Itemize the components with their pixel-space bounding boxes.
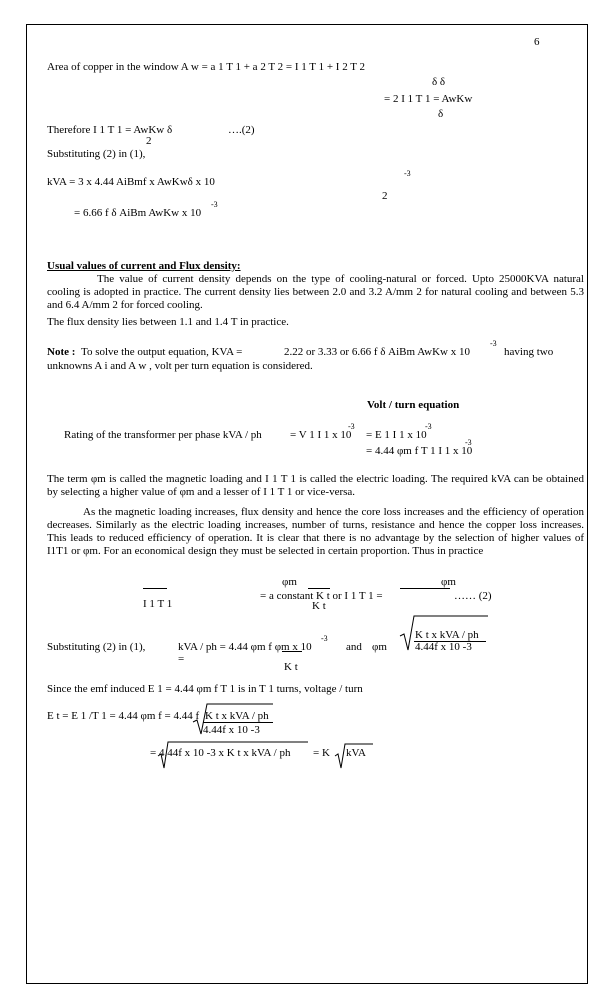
rating-equation-1: = V 1 I 1 x 10 — [290, 429, 352, 441]
ratio-label: …… (2) — [454, 590, 492, 602]
ratio-left-denominator: I 1 T 1 — [143, 598, 173, 610]
page-number: 6 — [534, 36, 540, 48]
equation-label-2: ….(2) — [228, 124, 255, 136]
copper-area-delta: δ δ — [432, 76, 446, 88]
ratio-phi-numerator: φm — [282, 576, 297, 588]
sqrt-sign-3 — [158, 740, 310, 770]
therefore-denominator: 2 — [146, 135, 152, 147]
rating-exponent-3: -3 — [465, 438, 472, 447]
ratio-kt-fraction-bar — [308, 588, 330, 589]
final-equation: = 4.44f x 10 -3 x K t x kVA / ph — [150, 747, 291, 759]
rating-equation-2: = E 1 I 1 x 10 — [366, 429, 427, 441]
sqrt-denominator-2: 4.44f x 10 -3 — [203, 724, 260, 736]
ratio-equation: = a constant K t or I 1 T 1 = — [260, 590, 383, 602]
copper-area-equation: Area of copper in the window A w = a 1 T 1 + a 2 T 2 = I 1 T 1 + I 2 T 2 — [47, 61, 366, 73]
copper-area-delta2: δ — [438, 108, 444, 120]
ratio-left-fraction-bar — [143, 588, 167, 589]
kva-simplified-exponent: -3 — [211, 200, 218, 209]
phi-m-label: φm — [372, 641, 387, 653]
current-density-paragraph: The value of current density depends on the type of cooling-natural or forced. Upto 25000KVA natural cooling is adopted in practice. The current density lies between 2.0 and 3.2 A/mm 2 for natural cooling and between 5.3 and 6.4 A/mm 2 for forced cooling. — [47, 273, 584, 311]
note-exponent: -3 — [490, 339, 497, 348]
therefore-equation: Therefore I 1 T 1 = AwKw δ — [47, 124, 173, 136]
magnetic-loading-paragraph: As the magnetic loading increases, flux density and hence the core loss increases and the efficiency of operation decreases. Similarly as the electric loading increases, number of turns, resistance and hence the copper loss increases. This leads to reduced efficiency of operation. It is clear that there is no advantage by the selection of higher values of I1T1 or φm. For an economical design they must be selected in certain proportion. Thus in practice — [47, 506, 584, 557]
substituting-text-2: Substituting (2) in (1), — [47, 641, 146, 653]
sqrt-denominator-1: 4.44f x 10 -3 — [415, 641, 472, 653]
final-k: = K — [313, 747, 330, 759]
usual-values-heading: Usual values of current and Flux density: — [47, 260, 241, 272]
kva-equation: kVA = 3 x 4.44 AiBmf x AwKwδ x 10 — [47, 176, 215, 188]
final-kva: kVA — [346, 747, 366, 759]
substituting-text: Substituting (2) in (1), — [47, 148, 146, 160]
kva-ph-equals: = — [178, 653, 185, 665]
note-tail: having two — [504, 346, 554, 358]
emf-line: Since the emf induced E 1 = 4.44 φm f T 1 is in T 1 turns, voltage / turn — [47, 683, 363, 695]
page-frame — [26, 24, 588, 984]
rating-exponent-2: -3 — [425, 422, 432, 431]
kva-ph-fraction-bar — [282, 651, 302, 652]
note-equation: 2.22 or 3.33 or 6.66 f δ AiBm AwKw x 10 — [284, 346, 470, 358]
ratio-kt-denominator: K t — [312, 600, 326, 612]
copper-area-result: = 2 I 1 T 1 = AwKw — [384, 93, 473, 105]
volt-turn-heading: Volt / turn equation — [367, 399, 460, 411]
note-label: Note : — [47, 346, 76, 358]
kva-denominator: 2 — [382, 190, 388, 202]
kva-ph-kt: K t — [284, 661, 298, 673]
kva-simplified: = 6.66 f δ AiBm AwKw x 10 — [74, 207, 202, 219]
ratio-right-fraction-bar — [400, 588, 450, 589]
loading-paragraph: The term φm is called the magnetic loading and I 1 T 1 is called the electric loading. The required kVA can be obtained by selecting a higher value of φm and a lesser of I 1 T 1 or vice-versa. — [47, 473, 584, 498]
kva-ph-equation: kVA / ph = 4.44 φm f φm x 10 — [178, 641, 312, 653]
ratio-phi-numerator-2: φm — [441, 576, 456, 588]
kva-exponent: -3 — [404, 169, 411, 178]
sqrt-fraction-bar-2 — [203, 722, 273, 723]
rating-equation-3: = 4.44 φm f T 1 I 1 x 10 — [366, 445, 473, 457]
and-text: and — [346, 641, 362, 653]
rating-exponent-1: -3 — [348, 422, 355, 431]
note-line2: unknowns A i and A w , volt per turn equation is considered. — [47, 360, 313, 372]
note-text: To solve the output equation, KVA = — [81, 346, 243, 358]
kva-ph-exponent: -3 — [321, 634, 328, 643]
sqrt-numerator-2: K t x kVA / ph — [205, 710, 269, 722]
flux-density-text: The flux density lies between 1.1 and 1.4 T in practice. — [47, 316, 289, 328]
rating-label: Rating of the transformer per phase kVA / ph — [64, 429, 262, 441]
sqrt-numerator-1: K t x kVA / ph — [415, 629, 479, 641]
et-equation: E t = E 1 /T 1 = 4.44 φm f = 4.44 f — [47, 710, 200, 722]
